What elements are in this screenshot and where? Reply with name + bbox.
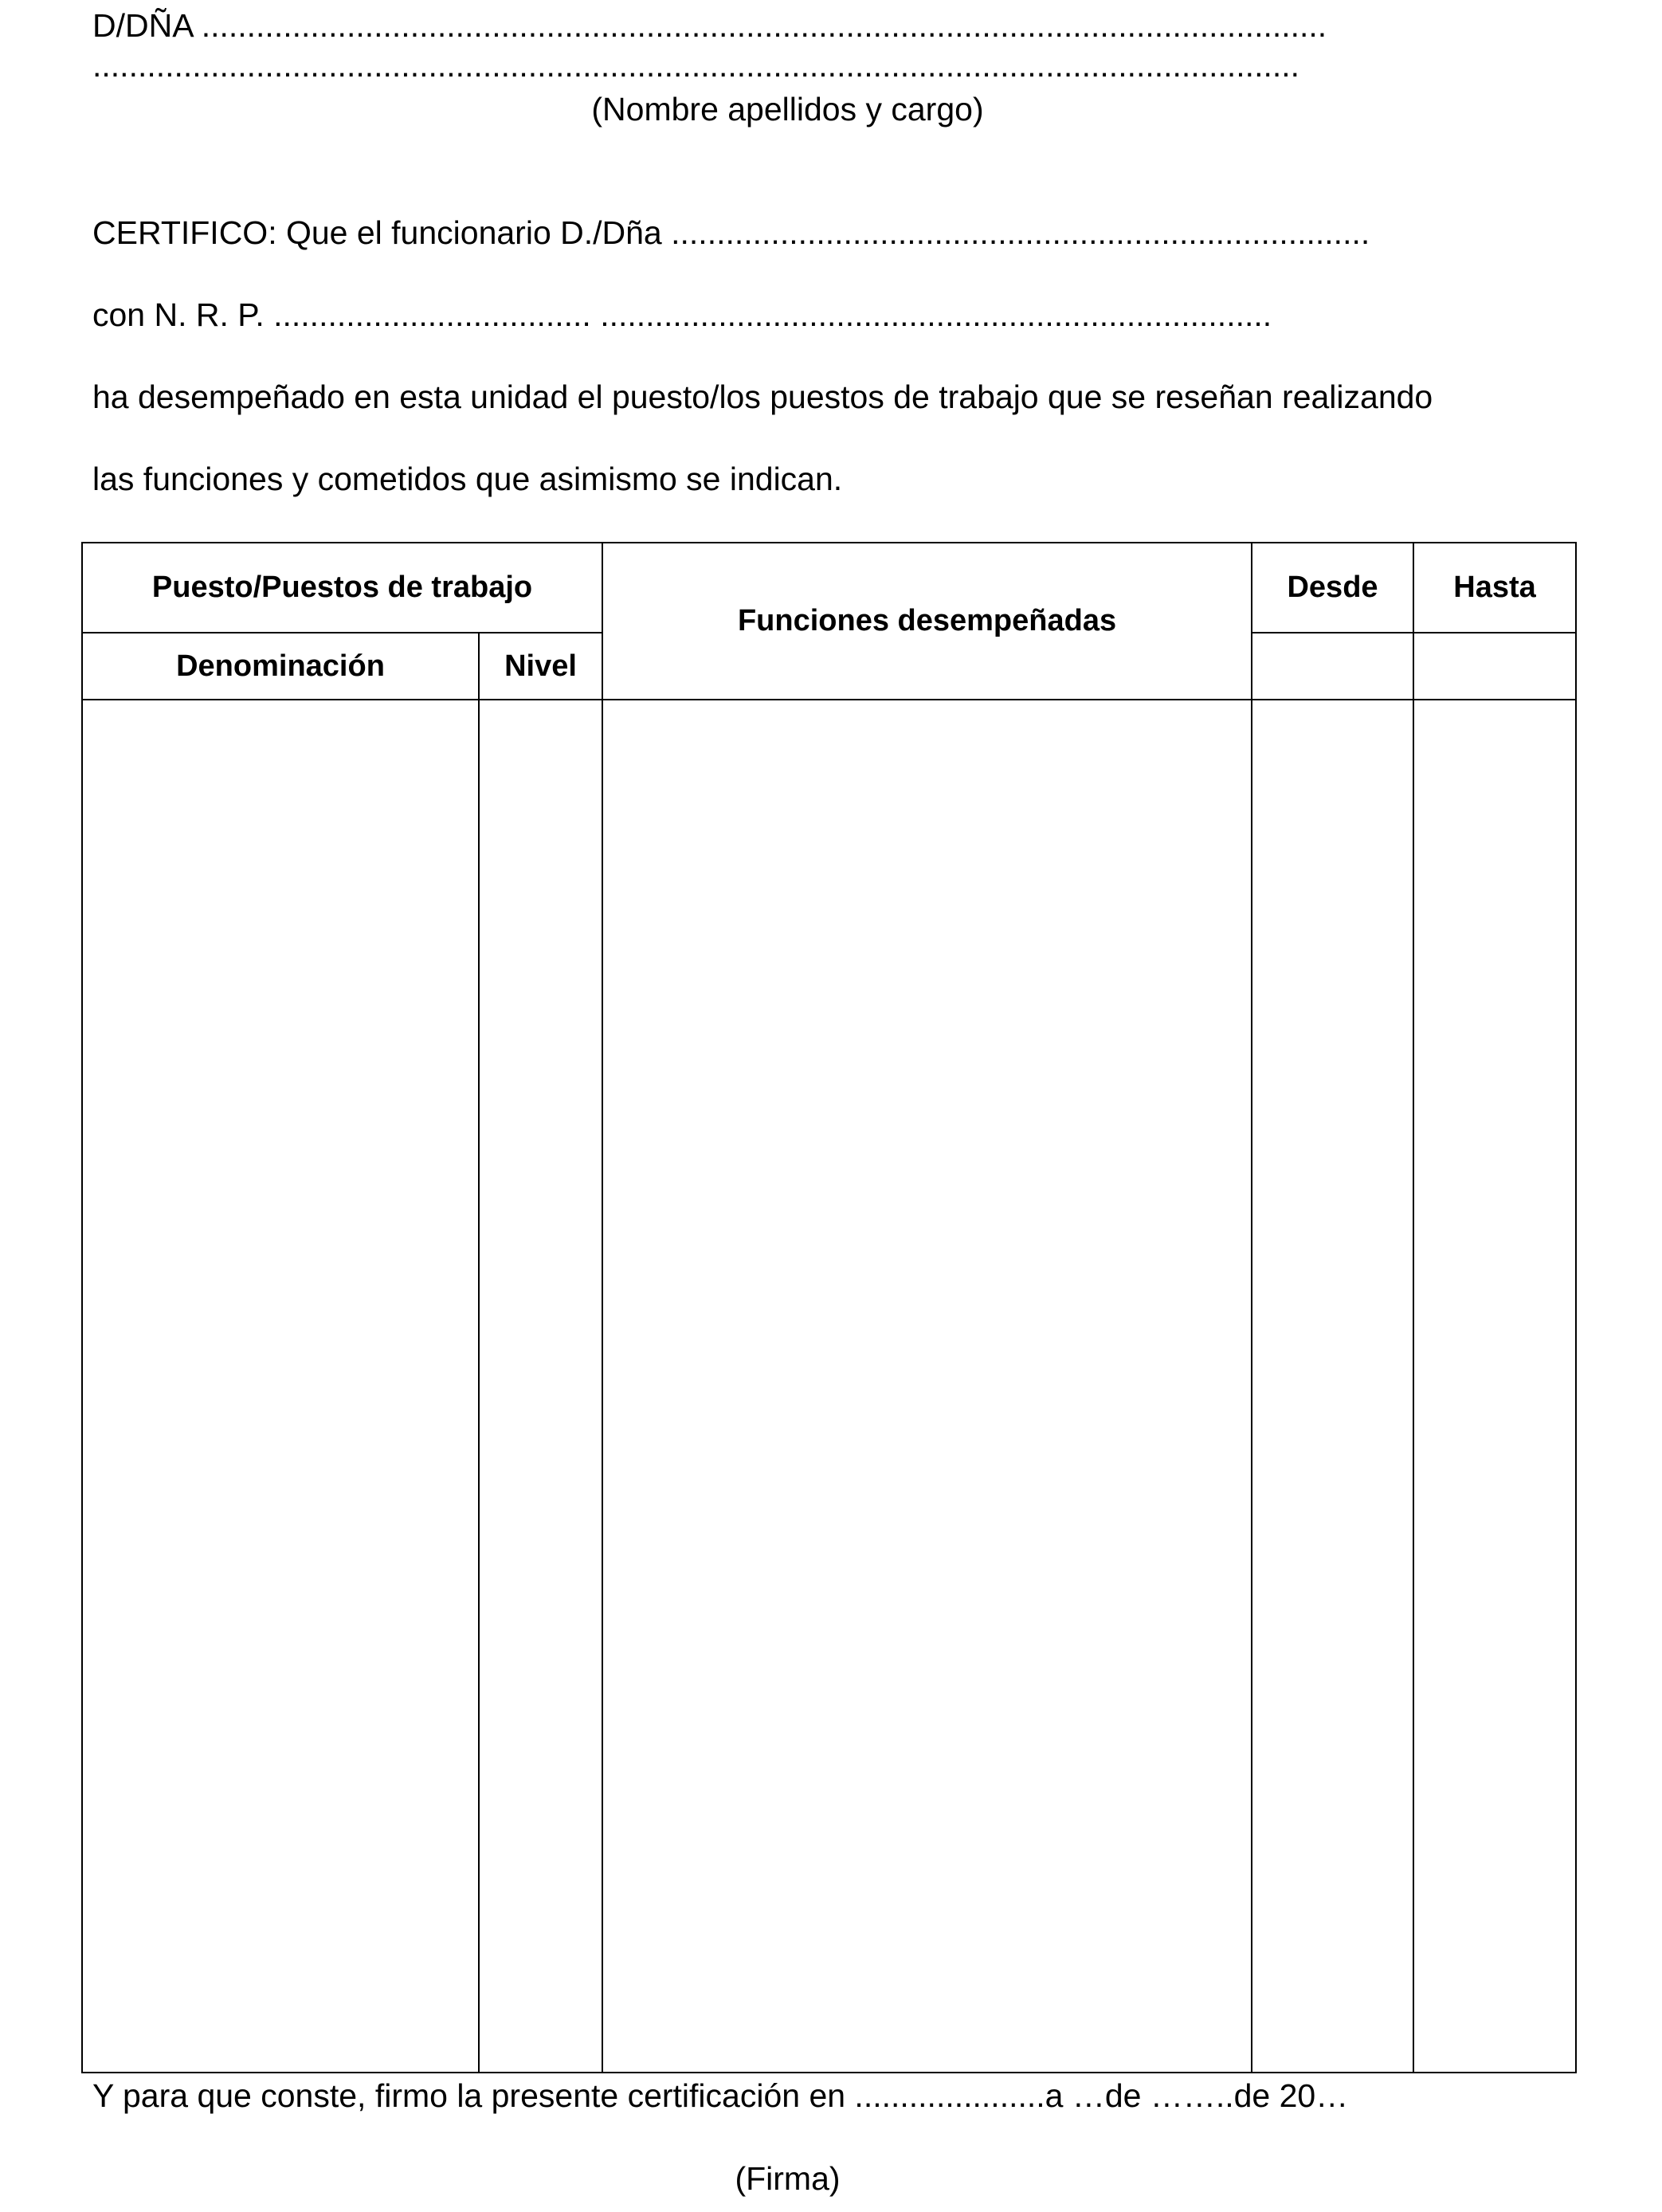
name-caption: (Nombre apellidos y cargo) [591,91,984,127]
signature-caption: (Firma) [735,2160,841,2197]
desde-cell[interactable] [1252,700,1413,2073]
text-line-2: las funciones y cometidos que asimismo se indican. [92,461,843,497]
nivel-cell[interactable] [479,700,602,2073]
hasta-header: Hasta [1413,543,1576,633]
funciones-header: Funciones desempeñadas [602,543,1252,700]
positions-table [81,542,1577,2073]
desde-header: Desde [1252,543,1413,633]
puestos-header: Puesto/Puestos de trabajo [82,543,602,633]
hasta-subheader-cell [1413,633,1576,700]
hasta-cell[interactable] [1413,700,1576,2073]
closing-line: Y para que conste, firmo la presente certificación en .....................a …de ……..de 20… [92,2077,1349,2114]
nrp-line: con N. R. P. ................................... .......................................................................... [92,296,1272,333]
funciones-cell[interactable] [602,700,1252,2073]
denominacion-cell[interactable] [82,700,479,2073]
certifico-line: CERTIFICO: Que el funcionario D./Dña ............................................................................. [92,214,1370,251]
table-header-row-1 [82,543,1576,633]
denominacion-header: Denominación [82,633,479,700]
dna-line-2: ..................................................................................................................................... [92,47,1300,84]
desde-subheader-cell [1252,633,1413,700]
dna-line-1: D/DÑA ............................................................................................................................ [92,7,1327,44]
nivel-header: Nivel [479,633,602,700]
table-row [82,700,1576,2073]
text-line-1: ha desempeñado en esta unidad el puesto/los puestos de trabajo que se reseñan realizando [92,378,1433,415]
